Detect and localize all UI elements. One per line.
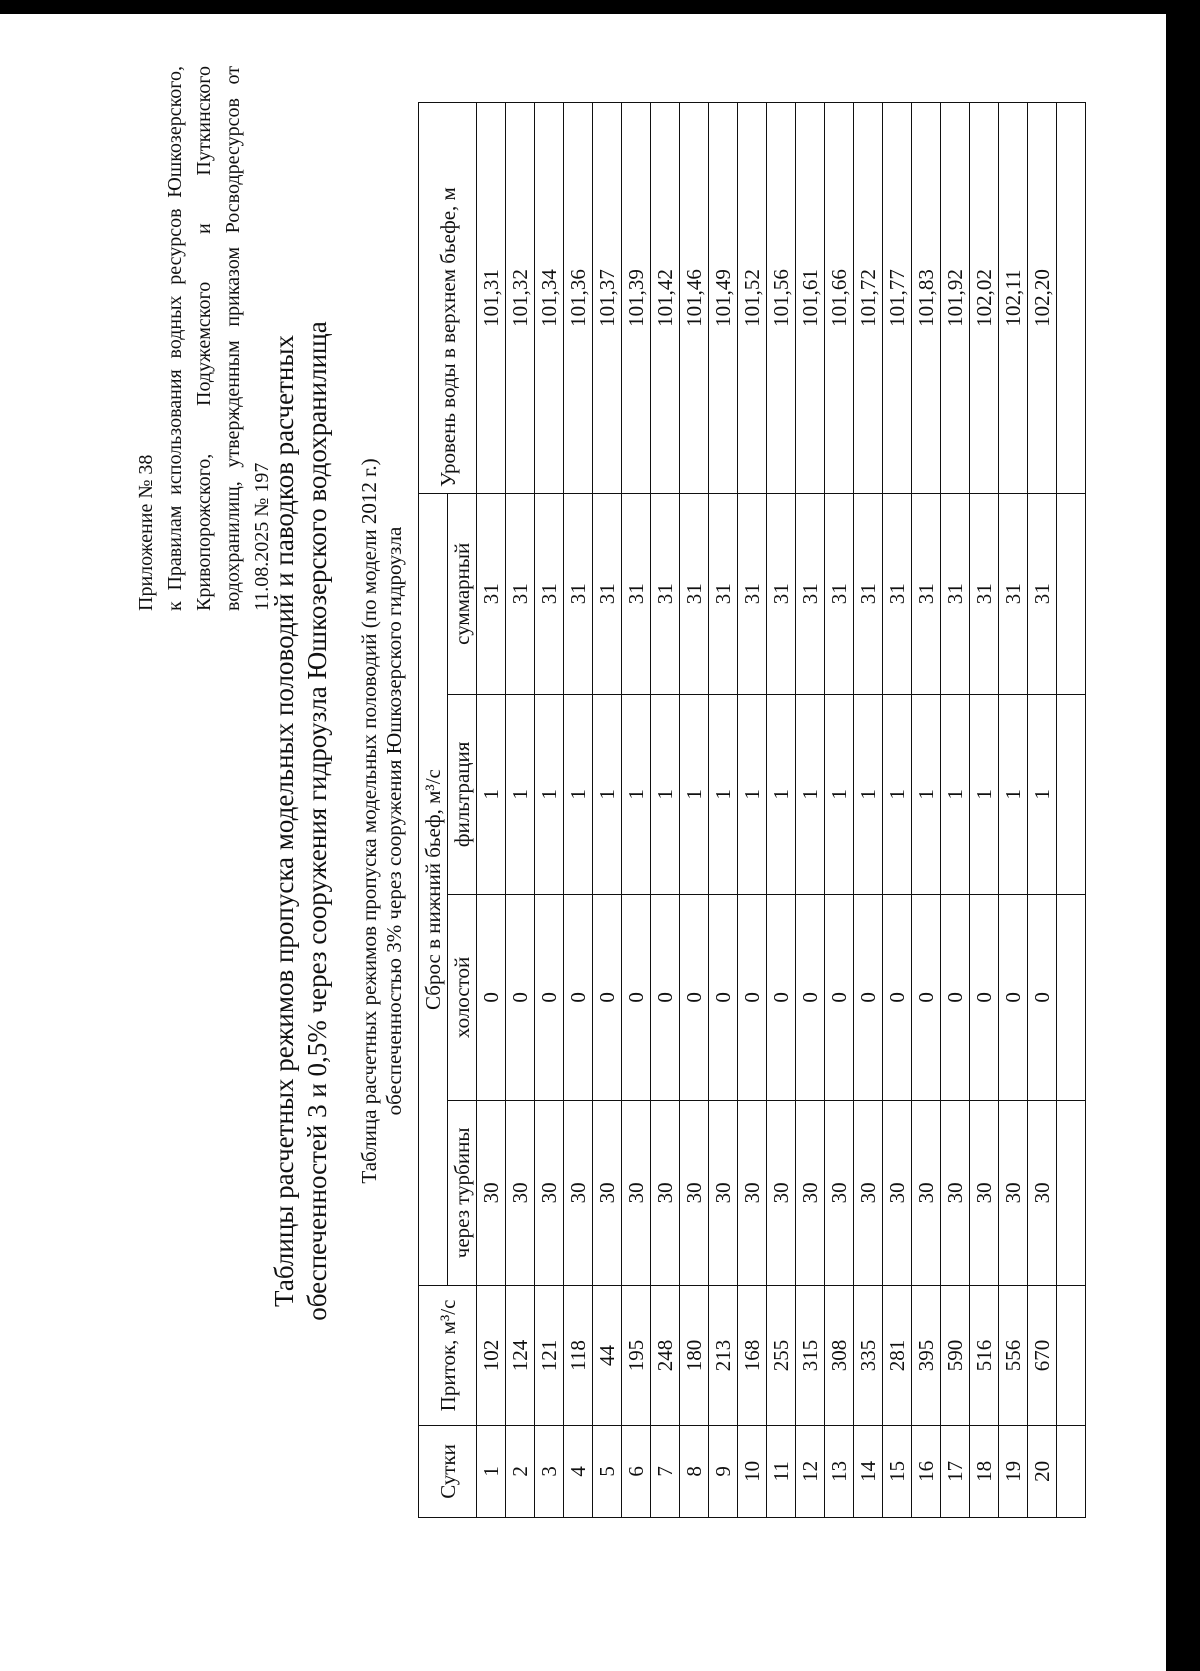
header-row-1 bbox=[419, 103, 448, 1518]
cell-filtration: 1 bbox=[651, 694, 680, 895]
cell-day: 8 bbox=[680, 1425, 709, 1517]
cell-filtration: 1 bbox=[738, 694, 767, 895]
header-day: Сутки bbox=[419, 1425, 477, 1517]
cell-turbines: 30 bbox=[825, 1100, 854, 1285]
cell-idle: 0 bbox=[796, 895, 825, 1101]
table-row bbox=[883, 103, 912, 1518]
table-row bbox=[941, 103, 970, 1518]
table-row bbox=[999, 103, 1028, 1518]
annex-text: к Правилам использования водных ресурсов Юшкозерского, Кривопорожского, Подужемского и Путкинского водохранилищ, утвержденным приказом Росводресурсов от 11.08.2025 № 197 bbox=[164, 66, 273, 611]
cell-empty bbox=[1057, 1425, 1086, 1517]
cell-turbines: 30 bbox=[738, 1100, 767, 1285]
table-row bbox=[970, 103, 999, 1518]
header-total: суммарный bbox=[448, 494, 477, 695]
cell-day: 15 bbox=[883, 1425, 912, 1517]
table-row bbox=[854, 103, 883, 1518]
cell-level: 101,66 bbox=[825, 103, 854, 494]
cell-total: 31 bbox=[564, 494, 593, 695]
table-row bbox=[767, 103, 796, 1518]
cell-idle: 0 bbox=[1028, 895, 1057, 1101]
cell-filtration: 1 bbox=[1028, 694, 1057, 895]
cell-day: 19 bbox=[999, 1425, 1028, 1517]
cell-day: 5 bbox=[593, 1425, 622, 1517]
cell-idle: 0 bbox=[506, 895, 535, 1101]
cell-level: 101,31 bbox=[477, 103, 506, 494]
document-title: Таблицы расчетных режимов пропуска модельных половодий и паводков расчетных обеспеченностей 3 и 0,5% через сооружения гидроузла Юшкозерского водохранилища bbox=[269, 321, 332, 1321]
cell-filtration: 1 bbox=[535, 694, 564, 895]
header-filtration: фильтрация bbox=[448, 694, 477, 895]
cell-turbines: 30 bbox=[680, 1100, 709, 1285]
cell-total: 31 bbox=[912, 494, 941, 695]
cell-level: 101,77 bbox=[883, 103, 912, 494]
cell-day: 20 bbox=[1028, 1425, 1057, 1517]
cell-day: 13 bbox=[825, 1425, 854, 1517]
cell-empty bbox=[1057, 1286, 1086, 1426]
cell-day: 1 bbox=[477, 1425, 506, 1517]
cell-total: 31 bbox=[941, 494, 970, 695]
cell-turbines: 30 bbox=[999, 1100, 1028, 1285]
cell-day: 18 bbox=[970, 1425, 999, 1517]
annex-block bbox=[132, 66, 277, 611]
cell-day: 16 bbox=[912, 1425, 941, 1517]
table-row bbox=[564, 103, 593, 1518]
table-row bbox=[796, 103, 825, 1518]
table-row bbox=[738, 103, 767, 1518]
cell-filtration: 1 bbox=[796, 694, 825, 895]
cell-idle: 0 bbox=[854, 895, 883, 1101]
cell-idle: 0 bbox=[825, 895, 854, 1101]
cell-inflow: 124 bbox=[506, 1286, 535, 1426]
cell-empty bbox=[1057, 103, 1086, 494]
cell-inflow: 255 bbox=[767, 1286, 796, 1426]
cell-turbines: 30 bbox=[535, 1100, 564, 1285]
cell-level: 101,32 bbox=[506, 103, 535, 494]
cell-day: 2 bbox=[506, 1425, 535, 1517]
cell-inflow: 281 bbox=[883, 1286, 912, 1426]
cell-inflow: 213 bbox=[709, 1286, 738, 1426]
cell-turbines: 30 bbox=[941, 1100, 970, 1285]
table-row bbox=[651, 103, 680, 1518]
cell-total: 31 bbox=[999, 494, 1028, 695]
cell-filtration: 1 bbox=[941, 694, 970, 895]
table-row bbox=[622, 103, 651, 1518]
cell-day: 10 bbox=[738, 1425, 767, 1517]
cell-level: 101,83 bbox=[912, 103, 941, 494]
table-row bbox=[680, 103, 709, 1518]
cell-level: 101,34 bbox=[535, 103, 564, 494]
cell-empty bbox=[1057, 494, 1086, 695]
header-inflow: Приток, м³/с bbox=[419, 1286, 477, 1426]
cell-idle: 0 bbox=[709, 895, 738, 1101]
table-caption: Таблица расчетных режимов пропуска модельных половодий (по модели 2012 г.) обеспеченностью 3% через сооружения Юшкозерского гидроузла bbox=[357, 458, 406, 1184]
cell-turbines: 30 bbox=[622, 1100, 651, 1285]
cell-idle: 0 bbox=[970, 895, 999, 1101]
cell-filtration: 1 bbox=[999, 694, 1028, 895]
cell-turbines: 30 bbox=[1028, 1100, 1057, 1285]
cell-empty bbox=[1057, 694, 1086, 895]
cell-level: 101,52 bbox=[738, 103, 767, 494]
cell-idle: 0 bbox=[564, 895, 593, 1101]
cell-total: 31 bbox=[477, 494, 506, 695]
cell-day: 9 bbox=[709, 1425, 738, 1517]
table-row bbox=[593, 103, 622, 1518]
cell-idle: 0 bbox=[622, 895, 651, 1101]
cell-empty bbox=[1057, 1100, 1086, 1285]
cell-filtration: 1 bbox=[854, 694, 883, 895]
cell-day: 3 bbox=[535, 1425, 564, 1517]
header-discharge: Сброс в нижний бьеф, м³/с bbox=[419, 494, 448, 1286]
cell-turbines: 30 bbox=[912, 1100, 941, 1285]
cell-level: 102,20 bbox=[1028, 103, 1057, 494]
cell-total: 31 bbox=[970, 494, 999, 695]
cell-total: 31 bbox=[854, 494, 883, 695]
cell-idle: 0 bbox=[593, 895, 622, 1101]
cell-turbines: 30 bbox=[854, 1100, 883, 1285]
cell-empty bbox=[1057, 895, 1086, 1101]
cell-idle: 0 bbox=[535, 895, 564, 1101]
cell-inflow: 395 bbox=[912, 1286, 941, 1426]
cell-filtration: 1 bbox=[680, 694, 709, 895]
cell-inflow: 516 bbox=[970, 1286, 999, 1426]
cell-total: 31 bbox=[535, 494, 564, 695]
cell-turbines: 30 bbox=[970, 1100, 999, 1285]
cell-idle: 0 bbox=[767, 895, 796, 1101]
cell-turbines: 30 bbox=[477, 1100, 506, 1285]
cell-day: 6 bbox=[622, 1425, 651, 1517]
annex-number: Приложение № 38 bbox=[135, 454, 157, 611]
cell-filtration: 1 bbox=[477, 694, 506, 895]
cell-level: 102,02 bbox=[970, 103, 999, 494]
cell-inflow: 308 bbox=[825, 1286, 854, 1426]
cell-idle: 0 bbox=[999, 895, 1028, 1101]
cell-filtration: 1 bbox=[622, 694, 651, 895]
cell-filtration: 1 bbox=[709, 694, 738, 895]
table-row bbox=[709, 103, 738, 1518]
cell-turbines: 30 bbox=[506, 1100, 535, 1285]
cell-total: 31 bbox=[738, 494, 767, 695]
table-body bbox=[477, 103, 1086, 1518]
discharge-table bbox=[418, 102, 1086, 1518]
cell-level: 101,37 bbox=[593, 103, 622, 494]
cell-total: 31 bbox=[593, 494, 622, 695]
cell-level: 101,42 bbox=[651, 103, 680, 494]
cell-inflow: 44 bbox=[593, 1286, 622, 1426]
cell-idle: 0 bbox=[941, 895, 970, 1101]
cell-level: 101,56 bbox=[767, 103, 796, 494]
cell-idle: 0 bbox=[477, 895, 506, 1101]
cell-turbines: 30 bbox=[651, 1100, 680, 1285]
cell-level: 101,46 bbox=[680, 103, 709, 494]
cell-total: 31 bbox=[825, 494, 854, 695]
cell-day: 17 bbox=[941, 1425, 970, 1517]
header-idle: холостой bbox=[448, 895, 477, 1101]
cell-inflow: 118 bbox=[564, 1286, 593, 1426]
cell-turbines: 30 bbox=[767, 1100, 796, 1285]
cell-total: 31 bbox=[796, 494, 825, 695]
cell-idle: 0 bbox=[651, 895, 680, 1101]
cell-inflow: 180 bbox=[680, 1286, 709, 1426]
table-row-spacer bbox=[1057, 103, 1086, 1518]
cell-level: 101,49 bbox=[709, 103, 738, 494]
cell-day: 7 bbox=[651, 1425, 680, 1517]
cell-level: 101,36 bbox=[564, 103, 593, 494]
cell-total: 31 bbox=[1028, 494, 1057, 695]
table-row bbox=[477, 103, 506, 1518]
cell-inflow: 102 bbox=[477, 1286, 506, 1426]
cell-inflow: 556 bbox=[999, 1286, 1028, 1426]
cell-total: 31 bbox=[622, 494, 651, 695]
table-row bbox=[506, 103, 535, 1518]
cell-level: 101,92 bbox=[941, 103, 970, 494]
cell-turbines: 30 bbox=[883, 1100, 912, 1285]
cell-inflow: 315 bbox=[796, 1286, 825, 1426]
table-row bbox=[912, 103, 941, 1518]
cell-filtration: 1 bbox=[767, 694, 796, 895]
cell-level: 101,72 bbox=[854, 103, 883, 494]
cell-inflow: 168 bbox=[738, 1286, 767, 1426]
cell-inflow: 121 bbox=[535, 1286, 564, 1426]
cell-filtration: 1 bbox=[970, 694, 999, 895]
cell-filtration: 1 bbox=[506, 694, 535, 895]
cell-inflow: 670 bbox=[1028, 1286, 1057, 1426]
cell-total: 31 bbox=[767, 494, 796, 695]
cell-day: 14 bbox=[854, 1425, 883, 1517]
cell-turbines: 30 bbox=[796, 1100, 825, 1285]
cell-inflow: 590 bbox=[941, 1286, 970, 1426]
header-level: Уровень воды в верхнем бьефе, м bbox=[419, 103, 477, 494]
cell-idle: 0 bbox=[912, 895, 941, 1101]
table-row bbox=[535, 103, 564, 1518]
cell-filtration: 1 bbox=[564, 694, 593, 895]
cell-filtration: 1 bbox=[825, 694, 854, 895]
cell-level: 101,61 bbox=[796, 103, 825, 494]
cell-level: 101,39 bbox=[622, 103, 651, 494]
cell-idle: 0 bbox=[680, 895, 709, 1101]
cell-idle: 0 bbox=[883, 895, 912, 1101]
cell-turbines: 30 bbox=[564, 1100, 593, 1285]
cell-total: 31 bbox=[709, 494, 738, 695]
cell-turbines: 30 bbox=[709, 1100, 738, 1285]
header-turbines: через турбины bbox=[448, 1100, 477, 1285]
cell-filtration: 1 bbox=[593, 694, 622, 895]
cell-level: 102,11 bbox=[999, 103, 1028, 494]
cell-total: 31 bbox=[651, 494, 680, 695]
cell-total: 31 bbox=[680, 494, 709, 695]
cell-inflow: 195 bbox=[622, 1286, 651, 1426]
cell-filtration: 1 bbox=[883, 694, 912, 895]
cell-day: 4 bbox=[564, 1425, 593, 1517]
cell-idle: 0 bbox=[738, 895, 767, 1101]
table-row bbox=[825, 103, 854, 1518]
cell-total: 31 bbox=[506, 494, 535, 695]
cell-day: 12 bbox=[796, 1425, 825, 1517]
table-row bbox=[1028, 103, 1057, 1518]
cell-inflow: 335 bbox=[854, 1286, 883, 1426]
cell-turbines: 30 bbox=[593, 1100, 622, 1285]
cell-inflow: 248 bbox=[651, 1286, 680, 1426]
cell-day: 11 bbox=[767, 1425, 796, 1517]
cell-total: 31 bbox=[883, 494, 912, 695]
cell-filtration: 1 bbox=[912, 694, 941, 895]
